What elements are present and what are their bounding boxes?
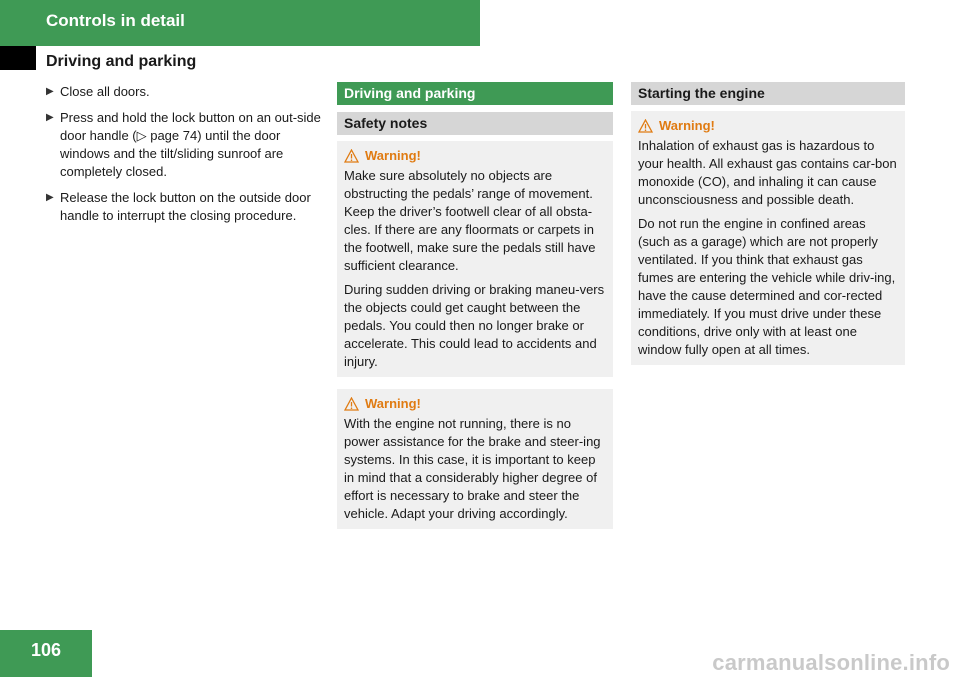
warning-paragraph: Inhalation of exhaust gas is hazardous to your health. All exhaust gas contains car-bon monoxide (CO), and inhaling it can cause unconsciousness and possible death. <box>638 138 897 207</box>
middle-column <box>337 82 613 529</box>
instruction-text: Press and hold the lock button on an out-side door handle (▷ page 74) until the door windows and the tilt/sliding sunroof are completely closed. <box>60 110 321 179</box>
warning-paragraph: During sudden driving or braking maneu-vers the objects could get caught between the pedals. You could then no longer brake or accelerate. This could lead to accidents and injury. <box>344 282 605 369</box>
warning-triangle-icon <box>344 149 359 163</box>
section-marker <box>0 46 36 70</box>
instruction-step <box>46 109 326 181</box>
warning-box <box>337 141 613 377</box>
warning-heading <box>344 395 606 413</box>
instruction-step <box>46 189 326 225</box>
warning-title: Warning! <box>365 148 421 163</box>
arrow-right-icon: ▶ <box>46 192 54 203</box>
warning-title: Warning! <box>659 118 715 133</box>
warning-heading <box>638 117 898 135</box>
instruction-text: Close all doors. <box>60 84 150 99</box>
section-heading-driving-and-parking: Driving and parking <box>337 82 613 105</box>
arrow-right-icon: ▶ <box>46 112 54 123</box>
warning-paragraph: With the engine not running, there is no power assistance for the brake and steer-ing systems. In this case, it is important to keep in mind that a considerably higher degree of effort is necessary to brake and steer the vehicle. Adapt your driving accordingly. <box>344 416 601 521</box>
instruction-text: Release the lock button on the outside door handle to interrupt the closing procedure. <box>60 190 311 223</box>
subsection-heading-safety-notes: Safety notes <box>337 112 613 135</box>
warning-box <box>631 111 905 365</box>
arrow-right-icon: ▶ <box>46 86 54 97</box>
subsection-heading-starting-the-engine: Starting the engine <box>631 82 905 105</box>
warning-paragraph: Make sure absolutely no objects are obstructing the pedals’ range of movement. Keep the driver’s footwell clear of all obsta-cles. If there are any floormats or carpets in the footwell, make sure the pedals still have sufficient clearance. <box>344 168 596 273</box>
warning-title: Warning! <box>365 396 421 411</box>
warning-triangle-icon <box>638 119 653 133</box>
page-subtitle: Driving and parking <box>46 53 197 70</box>
warning-box <box>337 389 613 529</box>
section-header-tab <box>0 0 480 46</box>
instruction-list <box>46 83 326 233</box>
page-number: 106 <box>30 640 62 660</box>
page-number-tab <box>0 630 92 677</box>
warning-paragraph: Do not run the engine in confined areas (such as a garage) which are not properly ventilated. If you think that exhaust gas fumes are entering the vehicle while driv-ing, have the cause determined and cor-rected immediately. If you must drive under these conditions, drive only with at least one window fully open at all times. <box>638 216 896 357</box>
watermark: carmanualsonline.info <box>712 650 950 675</box>
warning-triangle-icon <box>344 397 359 411</box>
section-title: Controls in detail <box>46 11 185 30</box>
instruction-step <box>46 83 326 101</box>
warning-heading <box>344 147 606 165</box>
right-column <box>631 82 905 365</box>
